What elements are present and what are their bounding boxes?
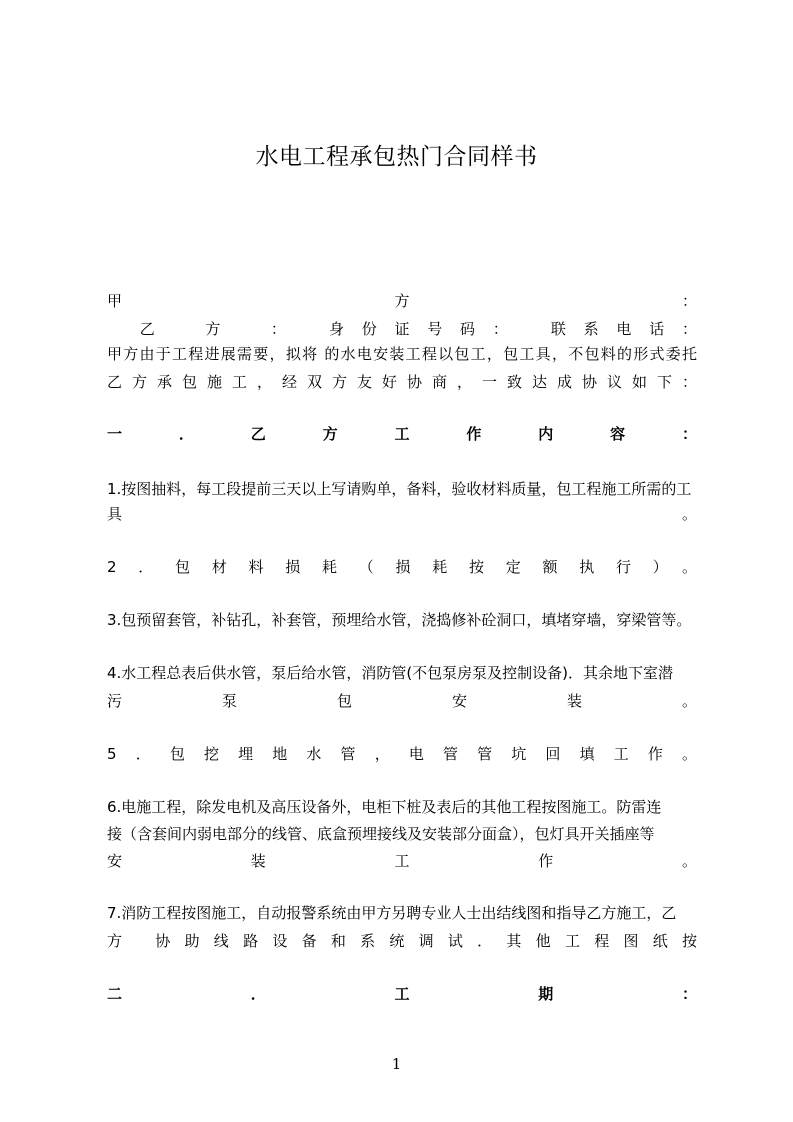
page-number: 1: [391, 1055, 402, 1073]
party-a-line: 甲 方 ：: [107, 292, 697, 310]
clause-4-line-1: 4.水工程总表后供水管，泵后给水管，消防管(不包泵房泵及控制设备)．其余地下室潜: [107, 664, 674, 682]
clause-1-line-1: 1.按图抽料，每工段提前三天以上写请购单，备料，验收材料质量，包工程施工所需的工: [107, 480, 692, 498]
party-b-line: 乙 方 ： 身份证号码： 联系电话：: [107, 320, 697, 338]
section-heading-2: 二．工期：: [107, 985, 697, 1003]
clause-7-line-1: 7.消防工程按图施工，自动报警系统由甲方另聘专业人士出结线图和指导乙方施工，乙: [107, 904, 677, 922]
clause-5: 5．包挖埋地水管，电管管坑回填工作。: [107, 745, 697, 763]
intro-line-2: 乙方承包施工，经双方友好协商，一致达成协议如下：: [107, 373, 697, 391]
document-title: 水电工程承包热门合同样书: [255, 144, 538, 170]
clause-6-line-1: 6.电施工程，除发电机及高压设备外，电柜下桩及表后的其他工程按图施工。防雷连: [107, 798, 662, 816]
clause-6-line-3: 安装工作。: [107, 852, 697, 870]
section-heading-1: 一．乙方工作内容：: [107, 425, 697, 443]
clause-3: 3.包预留套管，补钻孔，补套管，预埋给水管，浇捣修补砼洞口，填堵穿墙，穿梁管等。: [107, 611, 692, 629]
clause-4-line-2: 污泵包安装。: [107, 692, 697, 710]
clause-7-line-2: 方 协助线路设备和系统调试．其他工程图纸按: [107, 932, 697, 950]
clause-6-line-2: 接（含套间内弱电部分的线管、底盒预埋接线及安装部分面盒），包灯具开关插座等: [107, 825, 655, 843]
intro-line-1: 甲方由于工程进展需要，拟将 的水电安装工程以包工，包工具，不包料的形式委托: [107, 345, 697, 363]
clause-2: 2．包材料损耗（损耗按定额执行）。: [107, 558, 697, 576]
clause-1-line-2: 具。: [107, 505, 697, 523]
